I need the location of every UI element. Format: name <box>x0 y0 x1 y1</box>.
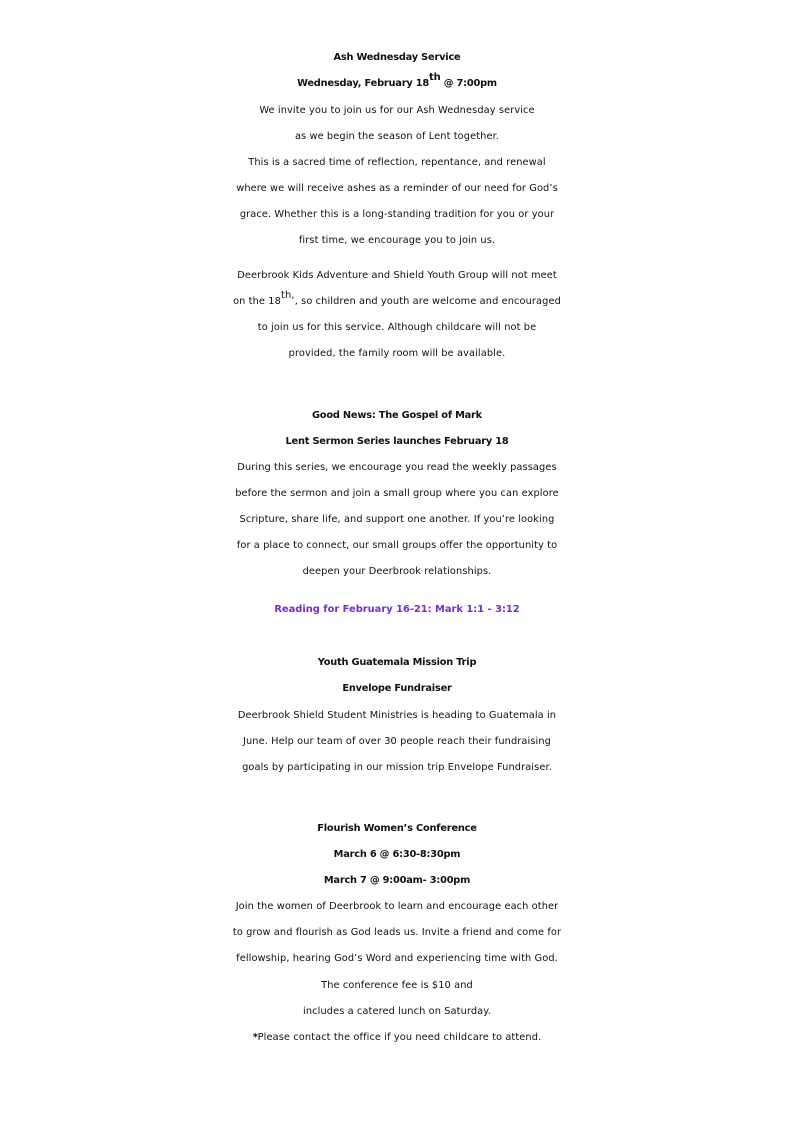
ash-kids-line: Deerbrook Kids Adventure and Shield Youth Group will not meet <box>237 270 557 281</box>
ash-text-line: first time, we encourage you to join us. <box>298 235 496 246</box>
gospel-text-line: for a place to connect, our small groups offer the opportunity to <box>236 540 558 551</box>
ash-date: Wednesday, February 18th @ 7:00pm <box>297 71 497 89</box>
youth-subtitle: Envelope Fundraiser <box>342 683 452 694</box>
ash-text-line: grace. Whether this is a long-standing tradition for you or your <box>239 209 555 220</box>
note-asterisk: * <box>252 1032 258 1043</box>
flourish-text-line: Join the women of Deerbrook to learn and encourage each other <box>235 901 559 912</box>
gospel-text-line: before the sermon and join a small group where you can explore <box>235 488 559 499</box>
youth-title: Youth Guatemala Mission Trip <box>317 657 477 668</box>
youth-text-line: June. Help our team of over 30 people reach their fundraising <box>243 736 551 747</box>
flourish-text-line: fellowship, hearing God’s Word and experiencing time with God. <box>236 953 558 964</box>
ash-text-line: This is a sacred time of reflection, repentance, and renewal <box>248 157 546 168</box>
gospel-title: Good News: The Gospel of Mark <box>311 410 483 421</box>
gospel-text-line: During this series, we encourage you read the weekly passages <box>237 462 557 473</box>
ash-kids-line: provided, the family room will be available. <box>288 348 506 359</box>
ash-title: Ash Wednesday Service <box>333 52 461 63</box>
youth-text-line: goals by participating in our mission trip Envelope Fundraiser. <box>242 762 552 773</box>
flourish-text-line: includes a catered lunch on Saturday. <box>303 1006 491 1017</box>
ash-text-line: as we begin the season of Lent together. <box>294 131 500 142</box>
gospel-subtitle: Lent Sermon Series launches February 18 <box>285 436 509 447</box>
reading-highlight: Reading for February 16-21: Mark 1:1 - 3:12 <box>274 604 520 615</box>
ash-kids-line: to join us for this service. Although childcare will not be <box>257 322 537 333</box>
flourish-title: Flourish Women’s Conference <box>317 823 477 834</box>
flourish-date-2: March 7 @ 9:00am- 3:00pm <box>323 875 471 886</box>
flourish-text-line: to grow and flourish as God leads us. Invite a friend and come for <box>232 927 562 938</box>
flourish-text-line: The conference fee is $10 and <box>321 980 473 991</box>
ash-text-line: where we will receive ashes as a reminder of our need for God’s <box>236 183 558 194</box>
gospel-text-line: Scripture, share life, and support one another. If you’re looking <box>239 514 555 525</box>
flourish-date-1: March 6 @ 6:30-8:30pm <box>333 849 461 860</box>
childcare-note: *Please contact the office if you need childcare to attend. <box>252 1032 542 1043</box>
ash-text-line: We invite you to join us for our Ash Wednesday service <box>259 105 535 116</box>
ash-kids-line: on the $18^{th,}$, so children and youth are welcome and encouraged <box>233 289 561 307</box>
youth-text-line: Deerbrook Shield Student Ministries is heading to Guatemala in <box>237 710 557 721</box>
gospel-text-line: deepen your Deerbrook relationships. <box>302 566 492 577</box>
